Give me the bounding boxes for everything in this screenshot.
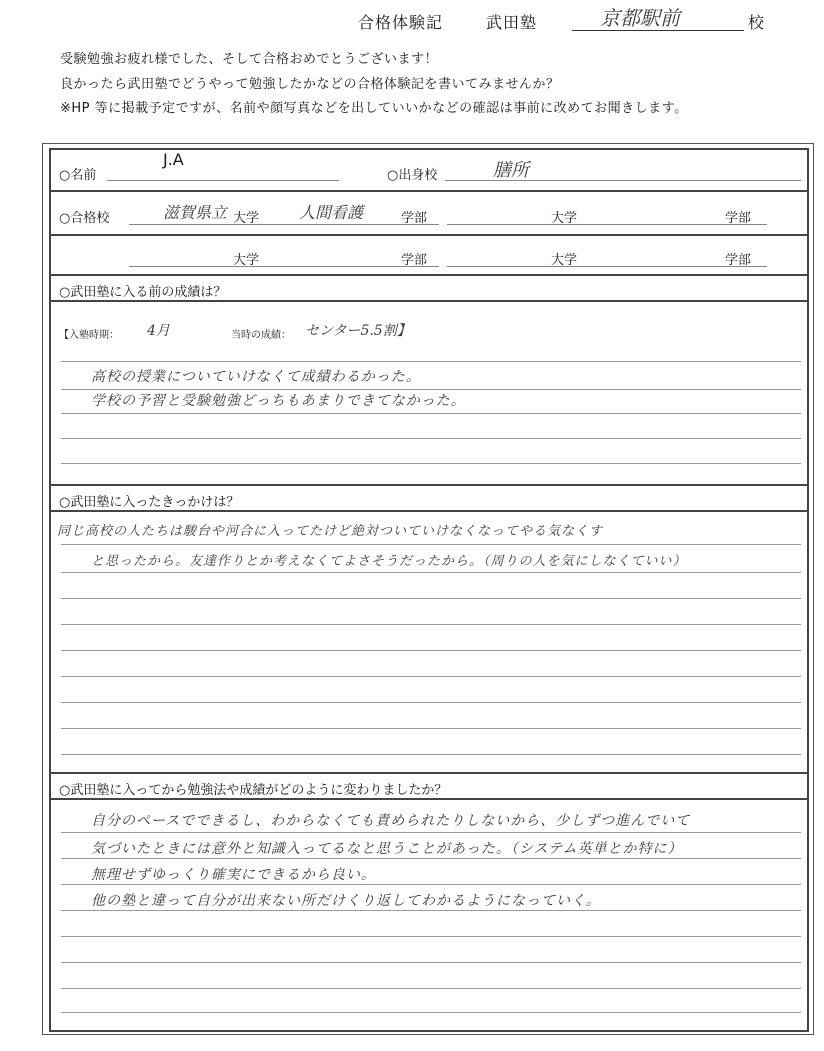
row-divider-7 xyxy=(51,772,807,774)
ruled-line xyxy=(61,754,801,755)
ruled-line xyxy=(61,361,801,362)
ruled-line xyxy=(61,702,801,703)
pass1-faculty-label: 学部 xyxy=(401,211,428,226)
pass3-faculty-label: 学部 xyxy=(401,253,428,268)
pass2-faculty-label: 学部 xyxy=(725,211,752,226)
ruled-line xyxy=(61,598,801,599)
school-underline xyxy=(572,30,744,31)
ruled-line xyxy=(61,676,801,677)
ruled-line xyxy=(61,438,801,439)
grade-value: センター5.5割】 xyxy=(305,323,411,339)
ruled-line xyxy=(61,858,801,859)
pass4-underline xyxy=(447,266,767,267)
school-label: 武田塾 xyxy=(486,13,538,32)
pass2-underline xyxy=(447,224,767,225)
school-suffix: 校 xyxy=(748,13,766,32)
grade-label: 当時の成績： xyxy=(231,330,291,341)
ruled-line xyxy=(61,544,801,545)
question-1: ○武田塾に入る前の成績は？ xyxy=(59,285,227,300)
intro-line-2: 良かったら武田塾でどうやって勉強したかなどの合格体験記を書いてみませんか？ xyxy=(60,77,560,92)
pass1-faculty-value: 人間看護 xyxy=(299,203,364,222)
row-divider-8 xyxy=(51,798,807,800)
name-label: ○名前 xyxy=(59,168,97,183)
row-divider-3 xyxy=(51,274,807,276)
answer-1-line-2: 学校の予習と受験勉強どっちもあまりできてなかった。 xyxy=(91,393,466,409)
answer-3-line-4: 他の塾と違って自分が出来ない所だけくり返してわかるようになっていく。 xyxy=(91,893,601,909)
ruled-line xyxy=(61,910,801,911)
ruled-line xyxy=(61,1012,801,1013)
question-3: ○武田塾に入ってから勉強法や成績がどのように変わりましたか？ xyxy=(59,783,448,798)
ruled-line xyxy=(61,832,801,833)
name-value: J.A xyxy=(163,150,184,169)
answer-3-line-1: 自分のペースでできるし、わからなくても責められたりしないから、少しずつ進んでいて xyxy=(91,813,691,829)
intro-line-3: ※HP 等に掲載予定ですが、名前や顔写真などを出していいかなどの確認は事前に改めてお聞きします。 xyxy=(60,101,688,116)
row-divider-4 xyxy=(51,300,807,302)
school-name: 京都駅前 xyxy=(600,6,680,30)
answer-2-line-2: と思ったから。友達作りとか考えなくてよさそうだったから。（周りの人を気にしなくていい） xyxy=(91,554,687,569)
origin-underline xyxy=(445,180,801,181)
pass3-underline xyxy=(129,266,439,267)
answer-1-line-1: 高校の授業についていけなくて成績わるかった。 xyxy=(91,369,421,385)
intro-line-1: 受験勉強お疲れ様でした、そして合格おめでとうございます！ xyxy=(60,52,439,67)
origin-value: 膳所 xyxy=(493,160,529,181)
answer-3-line-3: 無理せずゆっくり確実にできるから良い。 xyxy=(91,867,376,883)
question-2: ○武田塾に入ったきっかけは？ xyxy=(59,495,240,510)
pass1-university-value: 滋賀県立 xyxy=(163,203,228,222)
ruled-line xyxy=(61,884,801,885)
experience-form xyxy=(42,143,814,1035)
ruled-line xyxy=(61,650,801,651)
row-divider-6 xyxy=(51,510,807,512)
ruled-line xyxy=(61,728,801,729)
origin-label: ○出身校 xyxy=(387,168,438,183)
ruled-line xyxy=(61,962,801,963)
ruled-line xyxy=(61,936,801,937)
page-title: 合格体験記 xyxy=(358,13,444,32)
pass2-university-label: 大学 xyxy=(551,211,578,226)
row-divider-2 xyxy=(51,234,807,236)
join-period-label: 【入塾時期： xyxy=(59,330,119,341)
ruled-line xyxy=(61,988,801,989)
answer-3-line-2: 気づいたときには意外と知識入ってるなと思うことがあった。（システム英単とか特に） xyxy=(91,841,683,857)
pass-label: ○合格校 xyxy=(59,211,110,226)
ruled-line xyxy=(61,463,801,464)
pass3-university-label: 大学 xyxy=(233,253,260,268)
row-divider-5 xyxy=(51,484,807,486)
form-inner-frame xyxy=(49,148,809,1032)
row-divider-1 xyxy=(51,190,807,192)
pass1-university-label: 大学 xyxy=(233,211,260,226)
answer-2-line-1: 同じ高校の人たちは駿台や河合に入ってたけど絶対ついていけなくなってやる気なくす xyxy=(57,524,604,539)
pass4-faculty-label: 学部 xyxy=(725,253,752,268)
name-underline xyxy=(107,180,339,181)
ruled-line xyxy=(61,624,801,625)
pass1-underline xyxy=(129,224,439,225)
ruled-line xyxy=(61,413,801,414)
ruled-line xyxy=(61,572,801,573)
pass4-university-label: 大学 xyxy=(551,253,578,268)
join-period-value: 4月 xyxy=(147,323,170,339)
